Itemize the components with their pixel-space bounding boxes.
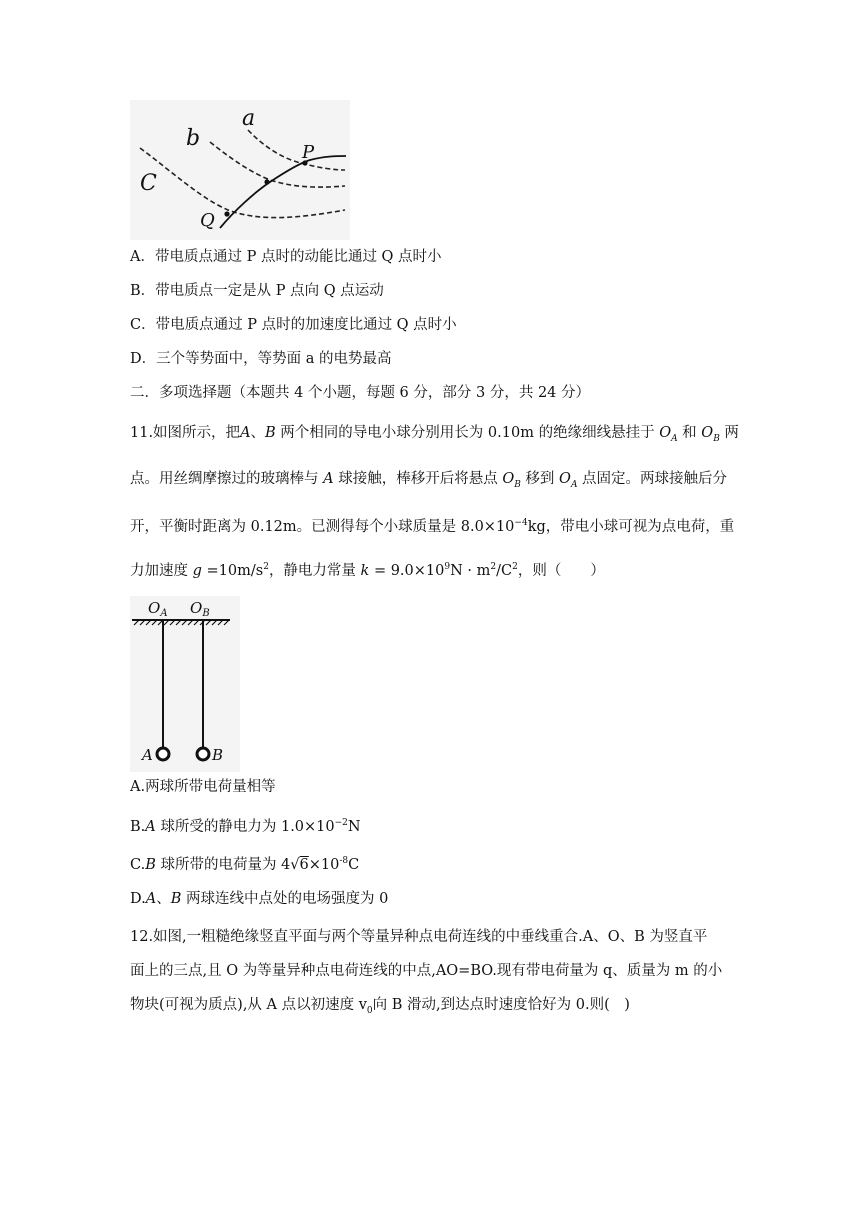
q12-line-1: 12.如图,一粗糙绝缘竖直平面与两个等量异种点电荷连线的中垂线重合.A、O、B 为竖直平 [130,929,708,945]
q11-line-1: 11.如图所示，把A、B 两个相同的导电小球分别用长为 0.10m 的绝缘细线悬挂于 $O_A$ 和 $O_B$ 两 [130,425,739,444]
label-c: C [140,171,157,196]
q11-option-a: A.两球所带电荷量相等 [130,779,276,795]
label-ob: O [190,599,203,617]
label-ball-b: B [212,746,224,764]
q10-option-d: D．三个等势面中，等势面 a 的电势最高 [130,351,392,367]
ball-a [157,748,169,760]
label-oa-sub: A [160,608,168,619]
q11-line-4: 力加速度 $g =10m/s^2$，静电力常量 $k = 9.0\times 10^9N \cdot m^2/C^2$，则（ ） [130,562,605,579]
q11-option-c: C.B 球所带的电荷量为 $4√6\times 10^{-8}C$ [130,856,360,873]
ball-b [197,748,209,760]
label-p: P [302,142,315,163]
figure-background [130,100,350,240]
q11-line-3: 开，平衡时距离为 0.12m。已测得每个小球质量是 $8.0\times 10^{-4}kg$，带电小球可视为点电荷，重 [130,518,735,535]
label-ob-sub: B [202,608,210,619]
label-q: Q [200,210,215,231]
point-mid [264,179,269,184]
section-heading: 二．多项选择题（本题共 4 个小题，每题 6 分，部分 3 分，共 24 分） [130,385,590,401]
label-b: b [186,126,201,151]
q10-option-c: C．带电质点通过 P 点时的加速度比通过 Q 点时小 [130,317,457,333]
label-ball-a: A [142,746,153,764]
pendulum-figure [130,596,240,772]
label-oa: O [148,599,161,617]
q10-option-b: B．带电质点一定是从 P 点向 Q 点运动 [130,283,384,299]
q11-line-2: 点。用丝绸摩擦过的玻璃棒与 A 球接触，棒移开后将悬点 $O_B$ 移到 $O_A$ 点固定。两球接触后分 [130,471,728,490]
q12-line-2: 面上的三点,且 O 为等量异种点电荷连线的中点,AO=BO.现有带电荷量为 q、质量为 m 的小 [130,963,723,979]
label-a: a [242,106,256,131]
point-q [224,211,229,216]
sqrt-symbol: √ [290,856,300,873]
q12-line-3: 物块(可视为质点),从 A 点以初速度 $v_0$向 B 滑动,到达点时速度恰好为 0.则( ) [130,997,630,1016]
equipotential-figure [130,100,350,240]
q10-option-a: A．带电质点通过 P 点时的动能比通过 Q 点时小 [130,249,442,265]
q11-option-b: B.A 球所受的静电力为 $1.0\times 10^{-2}N$ [130,818,361,835]
q11-option-d: D.A、B 两球连线中点处的电场强度为 0 [130,891,389,907]
